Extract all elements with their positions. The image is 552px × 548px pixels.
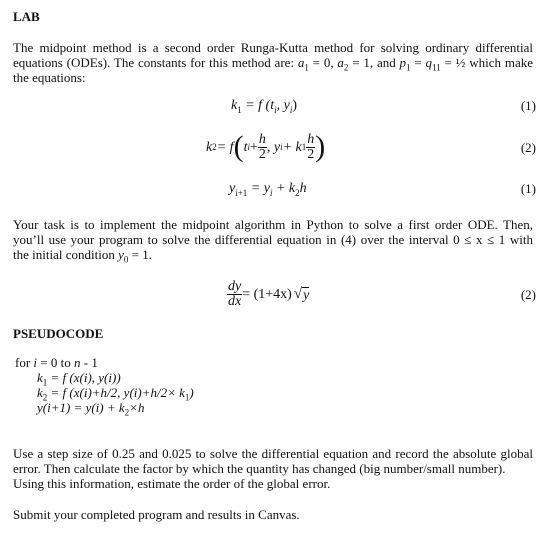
task-y0-sub: 0 [123,254,129,265]
instructions-line-1: Use a step size of 0.25 and 0.025 to solve the differential equation and record the absolute global [13,446,533,461]
pseudocode-line-k1: $k_1 = f$ (x(i), y(i)) [37,370,121,388]
q11-sub: 11 [432,62,441,73]
task-paragraph [13,217,533,265]
a1-value: = 0, [308,55,338,70]
eq3-plus-k: + k [272,181,296,196]
eq1-rhs: = f (t [241,98,275,113]
pseudocode-block [15,355,194,418]
eq1-sub1: i [274,104,277,115]
instructions-line-3: Using this information, estimate the order of the global error. [13,476,331,491]
eq4-dx: dx [228,294,242,309]
q11-symbol: q [425,55,433,70]
eq2-frac1-num: h [258,131,266,147]
task-line-3b: = 1. [128,247,152,262]
task-line-1: Your task is to implement the midpoint algorithm in Python to solve a first order ODE. Then, [13,217,533,232]
eq3-rhs-sub: i [269,187,273,198]
task-y0: y [118,247,124,262]
equation-2-number: (2) [520,140,536,155]
pseudocode-loop: for i = 0 to n - 1 [15,355,98,370]
a2-symbol: a [337,55,344,70]
pseudocode-heading: PSEUDOCODE [13,326,104,341]
p1-eq: = [410,55,426,70]
equation-1-number: (1) [520,98,536,113]
eq2-f: = f [216,139,234,155]
p1-sub: 1 [406,62,411,73]
eq2-close-paren: ) [315,130,326,163]
eq3-lhs-sub: i+1 [235,187,248,198]
eq2-frac2-num: h [307,131,315,147]
eq2-open-paren: ( [233,130,244,163]
task-line-2: you’ll use your program to solve the differential equation in (4) over the interval 0 ≤ x ≤ 1 with [13,232,533,247]
eq2-y: , y [266,139,281,155]
eq2-frac-1 [258,133,267,162]
instructions-paragraph [13,446,533,491]
lab-heading: LAB [13,9,40,24]
eq2-plus: + [249,139,258,155]
instructions-line-2: error. Then calculate the factor by which the quantity has changed (big number/small number). [13,461,506,476]
equation-4 [227,280,309,309]
equation-1 [231,98,297,113]
eq2-plus-k: + k [282,139,302,155]
eq3-rhs: = y [247,181,270,196]
submit-note: Submit your completed program and results in Canvas. [13,507,300,522]
eq4-rhs: = (1+4x) [242,287,292,302]
a2-sub: 2 [343,62,349,73]
eq2-frac-2 [306,133,315,162]
sqrt-icon: √ [293,286,303,302]
eq2-frac2-den: 2 [307,146,315,162]
eq4-derivative [227,280,242,309]
eq4-sqrt-y: y [303,287,310,303]
q11-value: = ½ which [440,55,502,70]
eq1-sub2: i [289,104,293,115]
eq1-lhs-sub: 1 [237,104,242,115]
eq3-lhs: y [229,181,236,196]
eq1-end: ) [292,98,298,113]
equation-4-number: (2) [520,287,536,302]
a1-symbol: a [297,55,305,70]
eq2-frac1-den: 2 [258,146,266,162]
equation-2: k 2 = f ( t i + $\frac{h}{2}$ , y i + k 1 $\frac{h}{2}$ ) [206,130,326,163]
eq2-lhs: k [206,139,213,155]
intro-text: The midpoint method is a second order Runga-Kutta method for solving ordinary differential equations (ODEs). The constants for this method are: [13,40,533,70]
equation-3-number: (1) [520,181,536,196]
equation-3 [229,181,307,196]
pseudocode-line-y: $y(i+1) = y(i) + k_2\times h$ [37,400,145,418]
task-line-3 [13,247,533,265]
eq1-lhs: k [231,98,238,113]
pseudocode-line-k2: $k_2 = f$ (x(i)+h/2, $y(i)+h/2\times k_1$) [37,385,194,403]
eq1-mid: , y [276,98,290,113]
task-line-3a: the initial condition [13,247,119,262]
eq3-h: h [299,181,307,196]
intro-paragraph [13,40,533,85]
eq2-t: t [243,139,248,155]
eq3-k-sub: 2 [295,187,300,198]
intro-text-end: make the equations: [13,55,534,85]
a1-sub: 1 [304,62,309,73]
p1-symbol: p [399,55,407,70]
eq4-dy: dy [228,279,242,294]
a2-value: = 1, and [348,55,400,70]
